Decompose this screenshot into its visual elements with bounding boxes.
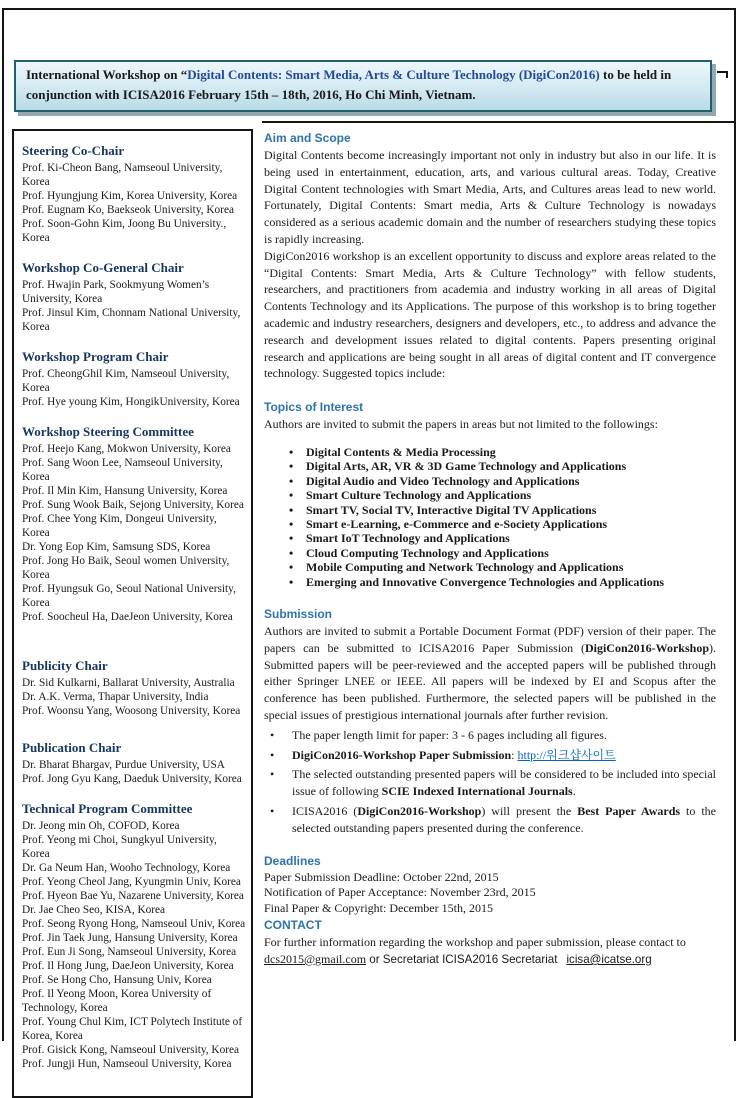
committee-member: Prof. Se Hong Cho, Hansung Univ, Korea [22, 974, 212, 986]
section-co-general-chair [22, 260, 246, 334]
submission-bullet-4 [264, 803, 716, 837]
committee-member: Prof. Hwajin Park, Sookmyung Women’s University, Korea [22, 279, 210, 305]
committee-member: Prof. Young Chul Kim, ICT Polytech Institute of Korea, Korea [22, 1016, 243, 1042]
committee-member: Prof. Hyeon Bae Yu, Nazarene University, Korea [22, 890, 244, 902]
contact-text: For further information regarding the workshop and paper submission, please contact to [264, 935, 686, 950]
section-title: Workshop Steering Committee [22, 424, 194, 439]
submission-text: ). Submitted papers will be peer-reviewed and the accepted papers will be published through either Springer LNEE or IEEE. All papers will be indexed by EI and Scopus after the conference has been published. Furthermore, the selected papers will be published in the special issues of prestigious international journals after further revision. [264, 640, 716, 722]
committee-member: Dr. A.K. Verma, Thapar University, India [22, 691, 209, 703]
topic-item: • Smart Culture Technology and Applications [306, 488, 716, 502]
topic-item: • Smart e-Learning, e-Commerce and e-Society Applications [306, 517, 716, 531]
section-title: Workshop Program Chair [22, 349, 169, 364]
committee-member: Dr. Bharat Bhargav, Purdue University, USA [22, 759, 225, 771]
committee-member: Prof. Il Hong Jung, DaeJeon University, Korea [22, 960, 234, 972]
topic-item: • Digital Audio and Video Technology and Applications [306, 474, 716, 488]
committee-member: Dr. Jeong min Oh, COFOD, Korea [22, 820, 180, 832]
committee-member: Prof. Woonsu Yang, Woosong University, Korea [22, 705, 241, 717]
deadlines-heading: Deadlines [264, 853, 321, 868]
committee-member: Prof. Jong Ho Baik, Seoul women University, Korea [22, 555, 230, 581]
section-steering-committee [22, 424, 246, 624]
bullet-bold: SCIE Indexed International Journals [381, 784, 573, 799]
section-publicity-chair [22, 658, 246, 718]
committee-member: Dr. Yong Eop Kim, Samsung SDS, Korea [22, 541, 211, 553]
submission-bullet-list [264, 727, 716, 837]
contact-email-icisa[interactable]: icisa@icatse.org [566, 952, 652, 966]
submission-bullet-3 [264, 766, 716, 800]
section-title: Workshop Co-General Chair [22, 260, 184, 275]
deadline-line: Notification of Paper Acceptance: November 23rd, 2015 [264, 885, 536, 900]
committee-member: Prof. Hye young Kim, HongikUniversity, Korea [22, 396, 240, 408]
contact-heading: CONTACT [264, 918, 322, 933]
stray-mark [717, 71, 728, 78]
section-title: Steering Co-Chair [22, 143, 125, 158]
submission-bullet-2 [264, 747, 716, 764]
committee-member: Dr. Jae Cheo Seo, KISA, Korea [22, 904, 166, 916]
committee-sidebar [12, 129, 253, 1098]
topic-item: • Smart TV, Social TV, Interactive Digital TV Applications [306, 503, 716, 517]
committee-member: Prof. Eugnam Ko, Baekseok University, Korea [22, 204, 234, 216]
topics-intro: Authors are invited to submit the papers in areas but not limited to the followings: [264, 417, 658, 432]
committee-member: Prof. Soon-Gohn Kim, Joong Bu University., Korea [22, 218, 227, 244]
bullet-text: The selected outstanding presented papers will be considered to be included into special issue of following [292, 767, 716, 799]
section-title: Publication Chair [22, 740, 122, 755]
aim-paragraph-1: Digital Contents become increasingly important not only in industry but also in our life. It is being used in entertainment, education, arts, and various cultural areas. Today, Creative Digital Content technologies with Smart Media, Arts, and Cultures areas lead to new world. Fortunately, Digital Contents: Smart media, Arts & Culture Technology is nowadays considered as a serious academic domain and the number of researchers studying these topics is rapidly increasing. [264, 148, 716, 246]
committee-member: Prof. Ki-Cheon Bang, Namseoul University, Korea [22, 162, 223, 188]
aim-and-scope-heading: Aim and Scope [264, 131, 351, 145]
committee-member: Prof. Chee Yong Kim, Dongeui University, Korea [22, 513, 217, 539]
committee-member: Dr. Ga Neum Han, Wooho Technology, Korea [22, 862, 231, 874]
committee-member: Prof. Jinsul Kim, Chonnam National University, Korea [22, 307, 241, 333]
committee-member: Prof. Hyungjung Kim, Korea University, Korea [22, 190, 238, 202]
committee-member: Prof. Il Min Kim, Hansung University, Korea [22, 485, 228, 497]
section-program-chair [22, 349, 246, 409]
banner-text-highlight: Digital Contents: Smart Media, Arts & Culture Technology (DigiCon2016) [187, 67, 600, 82]
topic-item: • Mobile Computing and Network Technology and Applications [306, 560, 716, 574]
topic-item: • Cloud Computing Technology and Applications [306, 546, 716, 560]
committee-member: Prof. Soocheul Ha, DaeJeon University, Korea [22, 611, 233, 623]
submission-bullet-1 [264, 727, 716, 744]
committee-member: Dr. Sid Kulkarni, Ballarat University, Australia [22, 677, 235, 689]
topic-item: • Smart IoT Technology and Applications [306, 531, 716, 545]
bullet-text: The paper length limit for paper: 3 - 6 pages including all figures. [292, 727, 607, 742]
submission-paragraph [264, 623, 716, 724]
section-steering-co-chair [22, 143, 246, 245]
topic-item: • Emerging and Innovative Convergence Technologies and Applications [306, 575, 716, 589]
topics-of-interest-heading: Topics of Interest [264, 400, 364, 415]
bullet-bold: DigiCon2016-Workshop [357, 803, 482, 818]
committee-member: Prof. CheongGhil Kim, Namseoul University, Korea [22, 368, 230, 394]
committee-member: Prof. Jin Taek Jung, Hansung University, Korea [22, 932, 238, 944]
contact-text: or Secretariat ICISA2016 Secretariat [366, 952, 567, 966]
main-content [262, 121, 736, 969]
topic-item: • Digital Contents & Media Processing [306, 445, 716, 459]
workshop-submission-link[interactable]: http://워크샵사이트 [517, 747, 616, 762]
topics-list [264, 445, 716, 589]
committee-member: Prof. Sang Woon Lee, Namseoul University, Korea [22, 457, 223, 483]
committee-member: Prof. Jungji Hun, Namseoul University, Korea [22, 1058, 232, 1070]
committee-member: Prof. Hyungsuk Go, Seoul National University, Korea [22, 583, 236, 609]
banner-text-suffix: to be held in conjunction with ICISA2016 February 15th – 18th, 2016, Ho Chi Minh, Vietnam. [26, 67, 672, 102]
committee-member: Prof. Il Yeong Moon, Korea University of Technology, Korea [22, 988, 212, 1014]
submission-text: Authors are invited to submit a Portable Document Format (PDF) version of their paper. The papers can be submitted to ICISA2016 Paper Submission ( [264, 624, 716, 655]
topic-item: • Digital Arts, AR, VR & 3D Game Technology and Applications [306, 459, 716, 473]
section-technical-program-committee [22, 801, 246, 1071]
bullet-text: ICISA2016 ( [292, 803, 358, 818]
workshop-title-banner [14, 60, 712, 112]
committee-member: Prof. Jong Gyu Kang, Daeduk University, Korea [22, 773, 242, 785]
banner-text-prefix: International Workshop on “ [26, 67, 188, 82]
committee-member: Prof. Seong Ryong Hong, Namseoul Univ, Korea [22, 918, 246, 930]
bullet-text: ) will present the [481, 803, 578, 818]
committee-member: Prof. Sung Wook Baik, Sejong University, Korea [22, 499, 244, 511]
section-title: Technical Program Committee [22, 801, 193, 816]
deadline-line: Final Paper & Copyright: December 15th, 2015 [264, 900, 493, 915]
contact-email-dcs2015[interactable]: dcs2015@gmail.com [264, 951, 367, 966]
section-publication-chair [22, 740, 246, 786]
bullet-bold: Best Paper Awards [577, 803, 681, 818]
bullet-text: : [511, 747, 518, 762]
submission-bold: DigiCon2016-Workshop [584, 640, 709, 655]
deadline-line: Paper Submission Deadline: October 22nd, 2015 [264, 869, 499, 884]
contact-paragraph [264, 934, 716, 969]
committee-member: Prof. Gisick Kong, Namseoul University, Korea [22, 1044, 240, 1056]
bullet-text: . [572, 784, 576, 799]
bullet-bold: DigiCon2016-Workshop Paper Submission [292, 747, 512, 762]
committee-member: Prof. Yeong mi Choi, Sungkyul University, Korea [22, 834, 217, 860]
section-title: Publicity Chair [22, 658, 108, 673]
aim-paragraph-2: DigiCon2016 workshop is an excellent opportunity to discuss and explore areas related to the “Digital Contents: Smart Media, Arts & Culture Technology” with fellow students, researchers, and practitioners from academia and industry working in all areas of Digital Contents Technology and its Applications. The purpose of this workshop is to bring together academic and industry researchers, designers and developers, etc., to address and advance the research and development issues related to digital contents. Papers presenting original research and applications are being sought in all areas of digital content and IT convergence technology. Suggested topics include: [264, 248, 716, 381]
bullet-text: to the selected outstanding papers presented during the conference. [292, 803, 717, 835]
committee-member: Prof. Eun Ji Song, Namseoul University, Korea [22, 946, 237, 958]
committee-member: Prof. Yeong Cheol Jang, Kyungmin Univ, Korea [22, 876, 241, 888]
committee-member: Prof. Heejo Kang, Mokwon University, Korea [22, 443, 231, 455]
submission-heading: Submission [264, 607, 333, 622]
